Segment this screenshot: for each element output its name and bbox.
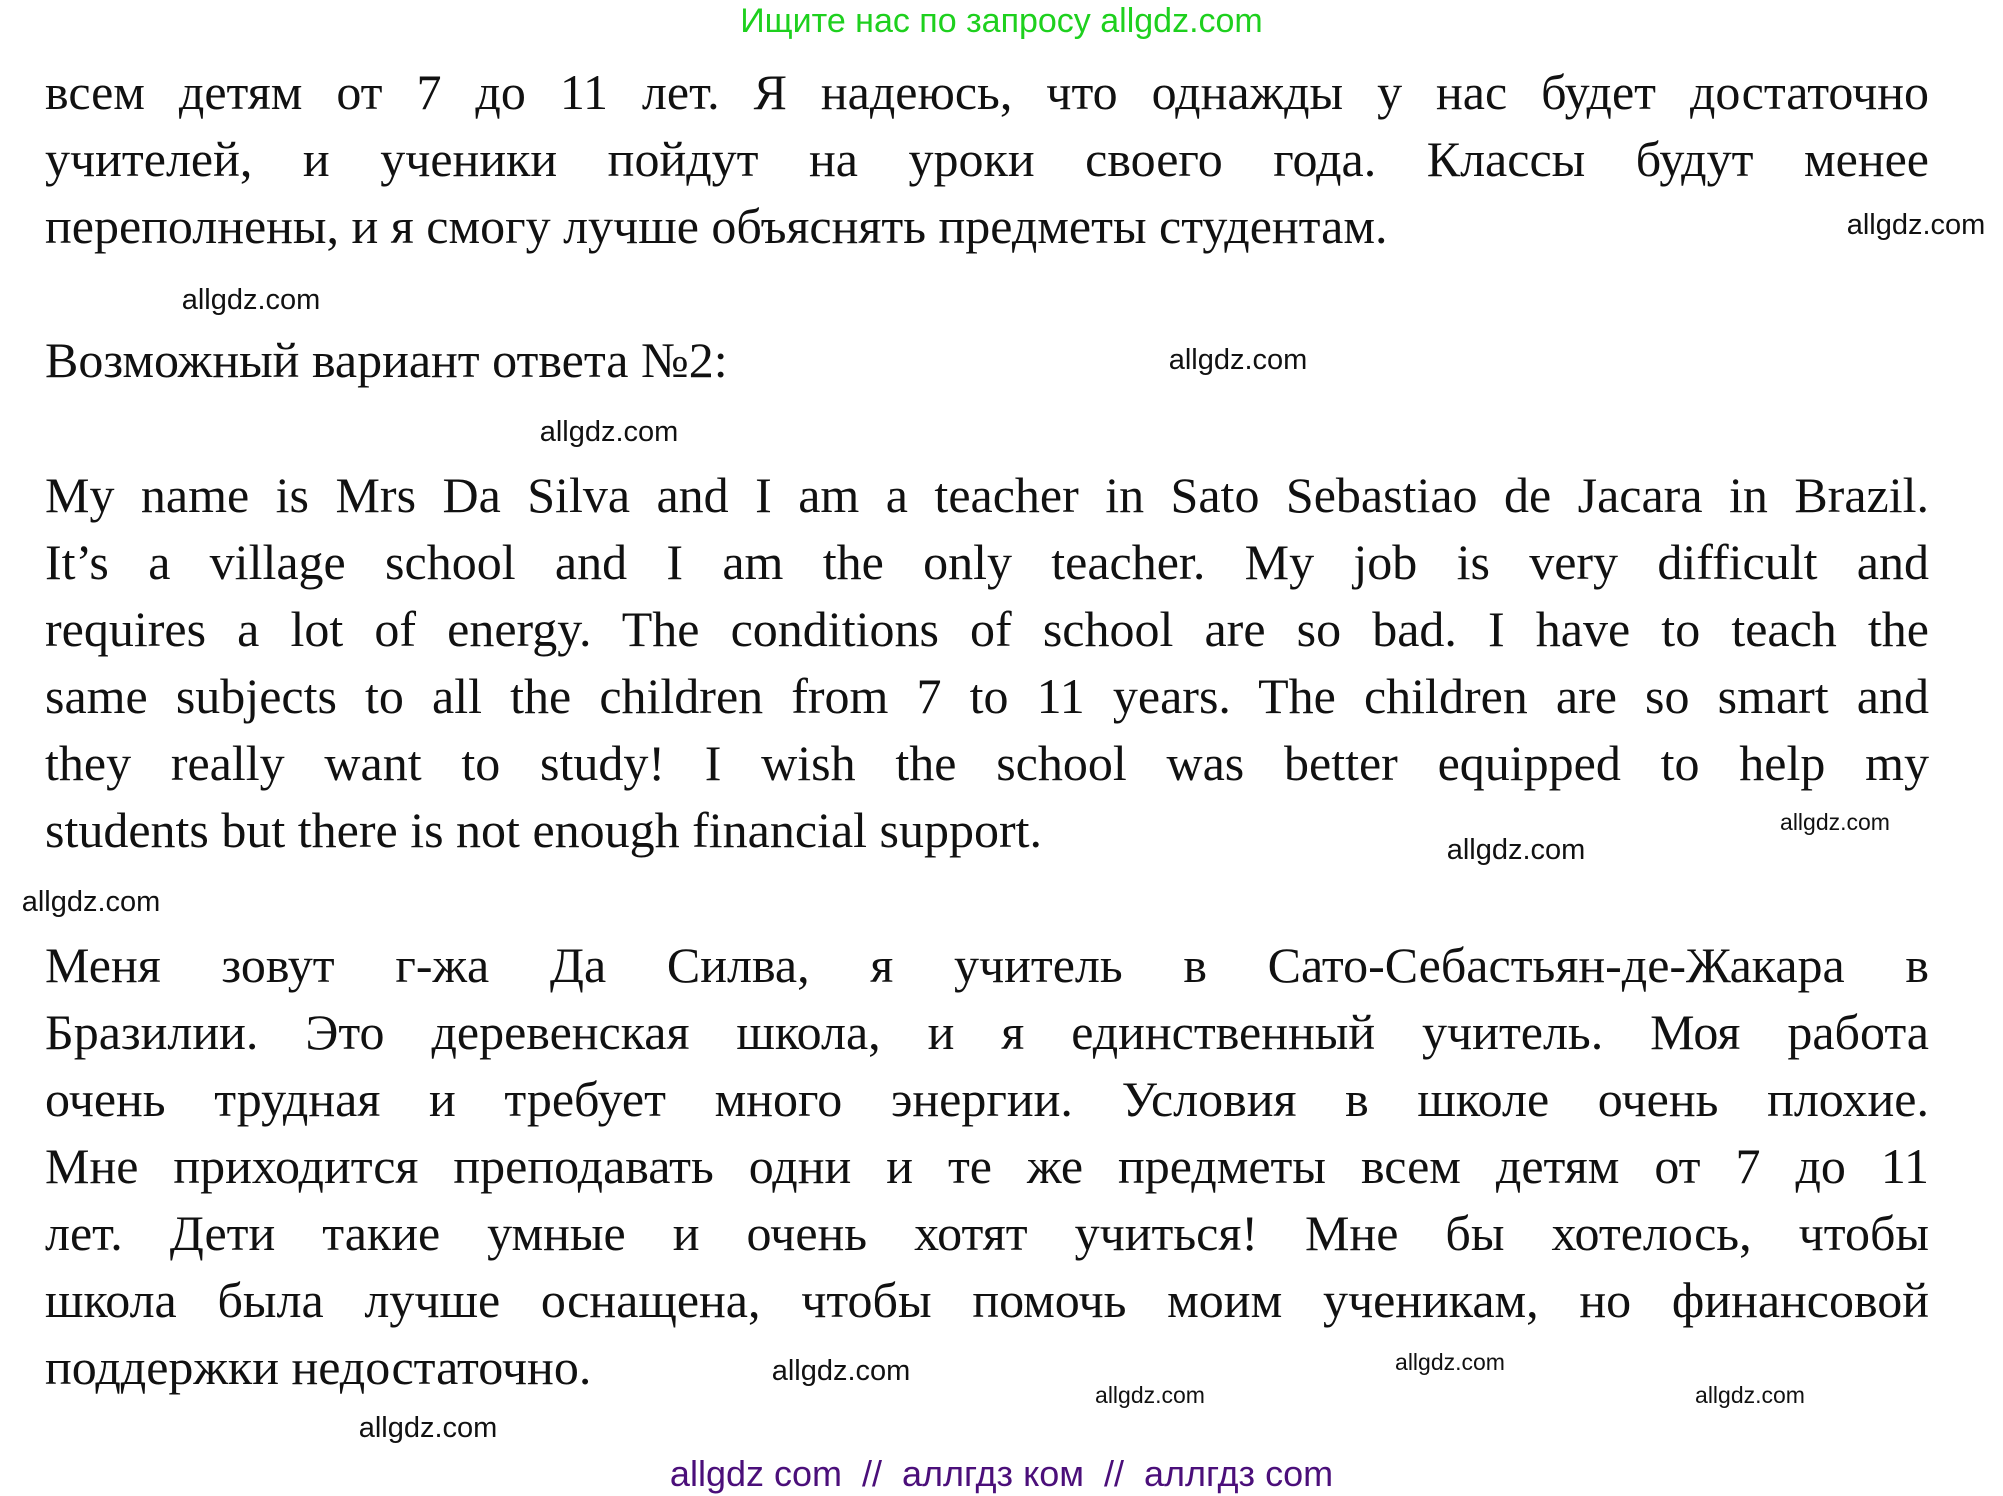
text-line: лет. Дети такие умные и очень хотят учиться! Мне бы хотелось, чтобы: [45, 1205, 1929, 1261]
text-line: Бразилии. Это деревенская школа, и я единственный учитель. Моя работа: [45, 1004, 1929, 1060]
watermark: allgdz.com: [358, 1412, 498, 1444]
watermark: allgdz.com: [1446, 834, 1586, 866]
watermark: allgdz.com: [1846, 209, 1986, 241]
text-line: Мне приходится преподавать одни и те же предметы всем детям от 7 до 11: [45, 1138, 1929, 1194]
answer-heading: Возможный вариант ответа №2:: [45, 332, 728, 388]
watermark: allgdz.com: [1395, 1349, 1505, 1375]
text-line: My name is Mrs Da Silva and I am a teacher in Sato Sebastiao de Jacara in Brazil.: [45, 467, 1929, 523]
text-line: requires a lot of energy. The conditions of school are so bad. I have to teach the: [45, 601, 1929, 657]
watermark: allgdz.com: [1780, 809, 1890, 835]
text-line: поддержки недостаточно.: [45, 1339, 592, 1395]
text-line: same subjects to all the children from 7 to 11 years. The children are so smart and: [45, 668, 1929, 724]
text-line: всем детям от 7 до 11 лет. Я надеюсь, что однажды у нас будет достаточно: [45, 64, 1929, 120]
text-line: students but there is not enough financial support.: [45, 802, 1043, 858]
watermark: allgdz.com: [1168, 344, 1308, 376]
watermark: allgdz.com: [539, 416, 679, 448]
watermark: allgdz.com: [21, 886, 161, 918]
footer-banner: allgdz com // аллгдз ком // аллгдз com: [669, 1453, 1334, 1494]
text-line: It’s a village school and I am the only teacher. My job is very difficult and: [45, 534, 1929, 590]
text-line: школа была лучше оснащена, чтобы помочь моим ученикам, но финансовой: [45, 1272, 1929, 1328]
header-banner: Ищите нас по запросу allgdz.com: [740, 2, 1263, 40]
text-line: переполнены, и я смогу лучше объяснять предметы студентам.: [45, 198, 1388, 254]
watermark: allgdz.com: [1695, 1382, 1805, 1408]
watermark: allgdz.com: [771, 1355, 911, 1387]
text-line: учителей, и ученики пойдут на уроки своего года. Классы будут менее: [45, 131, 1929, 187]
watermark: allgdz.com: [1095, 1382, 1205, 1408]
text-line: очень трудная и требует много энергии. Условия в школе очень плохие.: [45, 1071, 1929, 1127]
text-line: Меня зовут г-жа Да Силва, я учитель в Сато-Себастьян-де-Жакара в: [45, 937, 1929, 993]
watermark: allgdz.com: [181, 284, 321, 316]
text-line: they really want to study! I wish the school was better equipped to help my: [45, 735, 1929, 791]
